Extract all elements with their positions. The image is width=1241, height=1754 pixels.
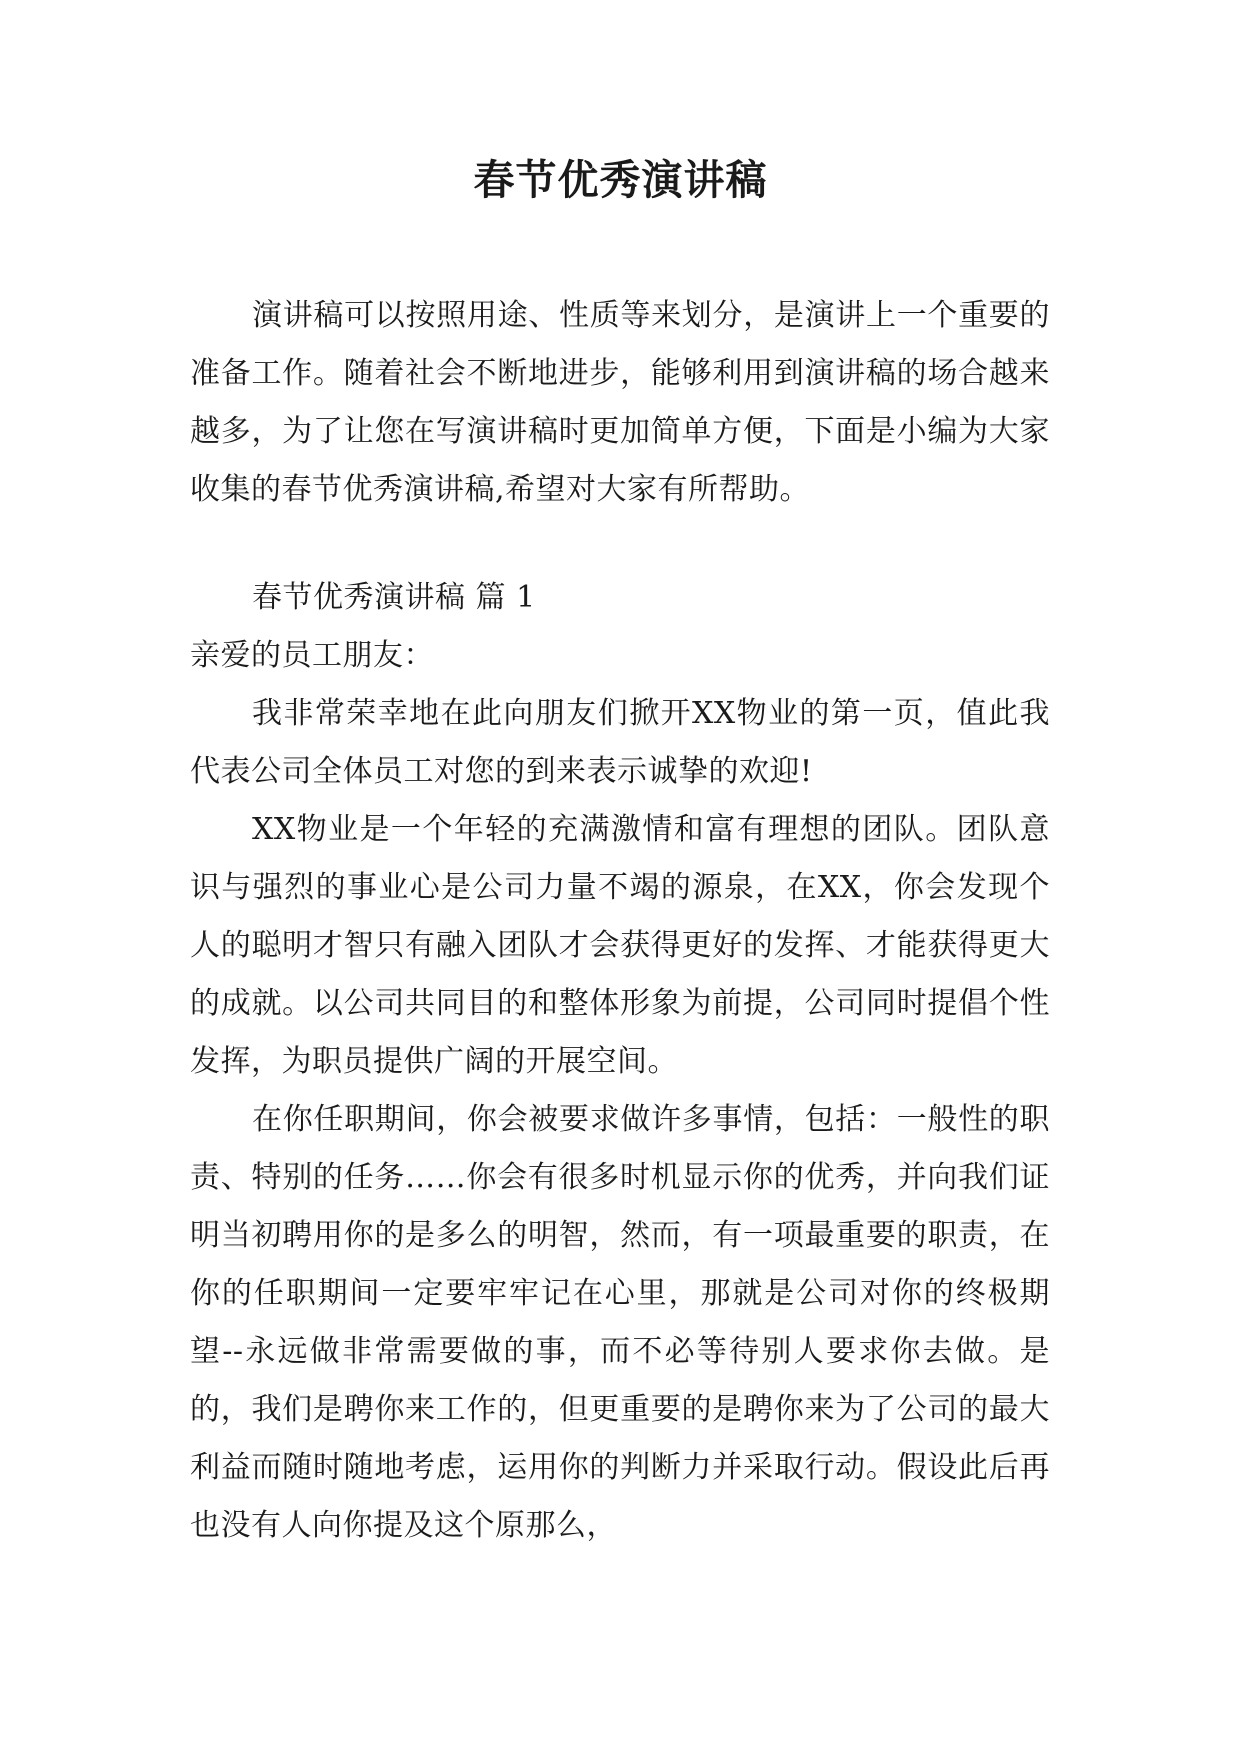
section-heading: 春节优秀演讲稿 篇 1 bbox=[252, 580, 536, 615]
body-paragraph: 我非常荣幸地在此向朋友们掀开XX物业的第一页，值此我代表公司全体员工对您的到来表示诚挚的欢迎! bbox=[190, 696, 1050, 789]
section-spacer bbox=[190, 519, 1050, 569]
intro-paragraph: 演讲稿可以按照用途、性质等来划分，是演讲上一个重要的准备工作。随着社会不断地进步，能够利用到演讲稿的场合越来越多，为了让您在写演讲稿时更加简单方便，下面是小编为大家收集的春节优秀演讲稿,希望对大家有所帮助。 bbox=[190, 298, 1050, 507]
document-body bbox=[190, 287, 1050, 1555]
body-paragraph: XX物业是一个年轻的充满激情和富有理想的团队。团队意识与强烈的事业心是公司力量不竭的源泉，在XX，你会发现个人的聪明才智只有融入团队才会获得更好的发挥、才能获得更大的成就。以公司共同目的和整体形象为前提，公司同时提倡个性发挥，为职员提供广阔的开展空间。 bbox=[190, 812, 1050, 1079]
salutation: 亲爱的员工朋友： bbox=[190, 638, 434, 673]
document-title: 春节优秀演讲稿 bbox=[473, 156, 768, 204]
body-paragraph: 在你任职期间，你会被要求做许多事情，包括：一般性的职责、特别的任务……你会有很多时机显示你的优秀，并向我们证明当初聘用你的是多么的明智，然而，有一项最重要的职责，在你的任职期间一定要牢牢记在心里，那就是公司对你的终极期望--永远做非常需要做的事，而不必等待别人要求你去做。是的，我们是聘你来工作的，但更重要的是聘你来为了公司的最大利益而随时随地考虑，运用你的判断力并采取行动。假设此后再也没有人向你提及这个原那么， bbox=[190, 1102, 1050, 1543]
